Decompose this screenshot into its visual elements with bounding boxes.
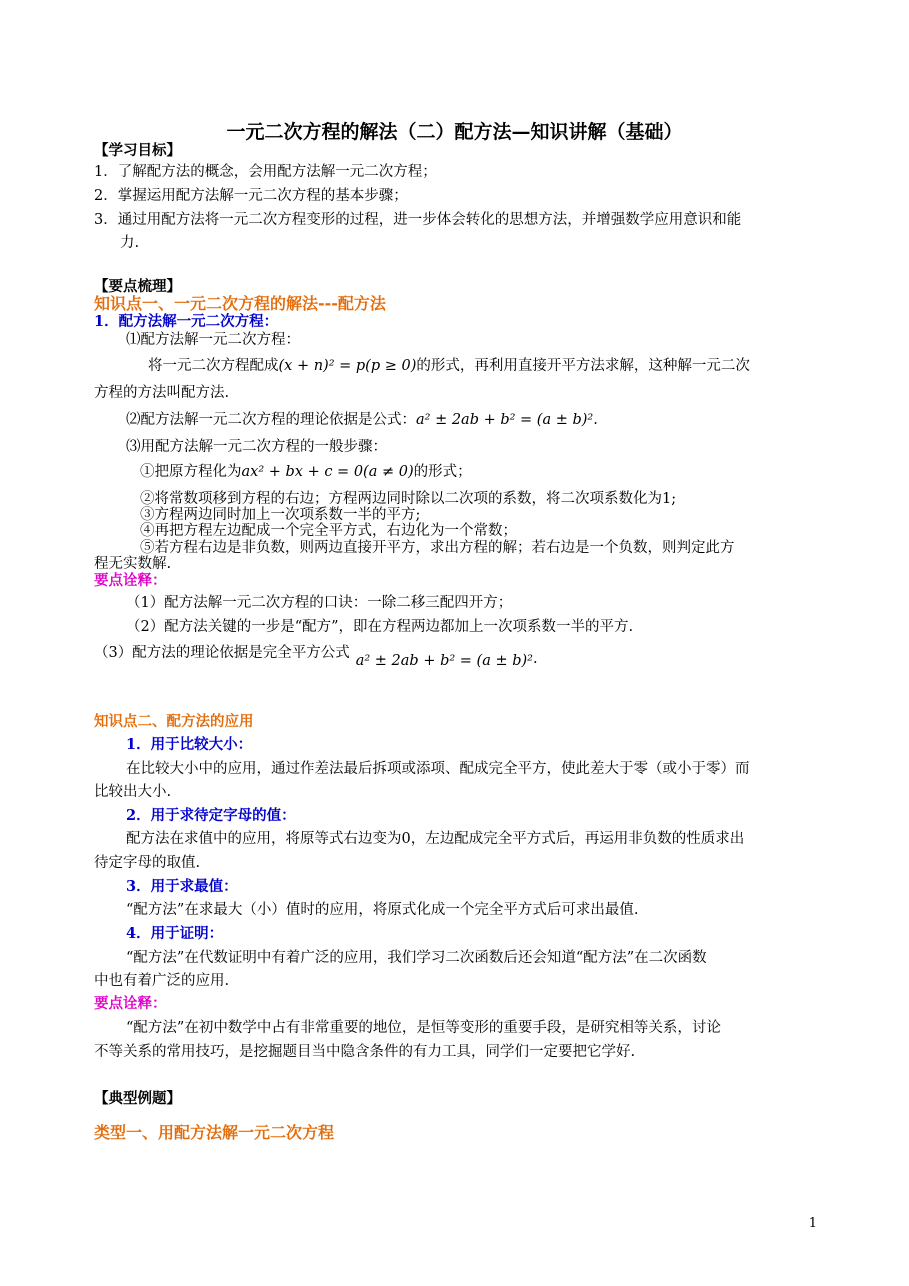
application-4-text-1: “配方法”在代数证明中有着广泛的应用，我们学习二次函数后还会知道“配方法”在二次函数 — [126, 950, 707, 966]
point-3-steps: ⑶用配方法解一元二次方程的一般步骤： — [126, 439, 387, 455]
step-2: ②将常数项移到方程的右边；方程两边同时除以二次项的系数，将二次项系数化为1; — [140, 491, 677, 507]
application-4-text-2: 中也有着广泛的应用. — [94, 973, 230, 989]
subheading-method: 1．配方法解一元二次方程： — [94, 313, 279, 330]
page-title: 一元二次方程的解法（二）配方法—知识讲解（基础） — [226, 121, 683, 143]
step-1-post: 的形式； — [413, 464, 472, 480]
knowledge-point-1-heading: 知识点一、一元二次方程的解法---配方法 — [94, 294, 386, 313]
application-3-text-1: “配方法”在求最大（小）值时的应用，将原式化成一个完全平方式后可求出最值. — [126, 902, 639, 918]
point-1-definition — [148, 356, 750, 376]
goal-3-line-1: 3．通过用配方法将一元二次方程变形的过程，进一步体会转化的思想方法，并增强数学应用意识和能 — [94, 212, 742, 228]
formula-x-plus-n-squared: (x + n)² = p(p ≥ 0) — [278, 358, 417, 374]
section-header-examples: 【典型例题】 — [94, 1090, 181, 1107]
type-1-heading: 类型一、用配方法解一元二次方程 — [94, 1123, 335, 1142]
point-1-definition-line-2: 方程的方法叫配方法. — [94, 385, 230, 401]
point-1-intro: ⑴配方法解一元二次方程： — [126, 332, 300, 348]
section-header-key-points: 【要点梳理】 — [94, 278, 181, 295]
note-1-item-1: （1）配方法解一元二次方程的口诀：一除二移三配四开方； — [126, 595, 513, 611]
goal-3-line-2: 力. — [120, 235, 140, 251]
note-1-item-2: （2）配方法关键的一步是“配方”，即在方程两边都加上一次项系数一半的平方. — [126, 619, 634, 635]
point-2-basis — [126, 410, 598, 430]
page-number: 1 — [808, 1216, 817, 1231]
note-2-text-2: 不等关系的常用技巧，是挖掘题目当中隐含条件的有力工具，同学们一定要把它学好. — [94, 1044, 636, 1060]
application-2-text-2: 待定字母的取值. — [94, 855, 201, 871]
step-1-pre: ①把原方程化为 — [140, 464, 242, 480]
goal-2: 2．掌握运用配方法解一元二次方程的基本步骤； — [94, 188, 408, 204]
application-2-text-1: 配方法在求值中的应用，将原等式右边变为0，左边配成完全平方式后，再运用非负数的性质求出 — [126, 831, 745, 847]
application-4-heading: 4．用于证明： — [126, 925, 224, 942]
note-heading-2: 要点诠释： — [94, 995, 167, 1012]
step-5-line-1: ⑤若方程右边是非负数，则两边直接开平方，求出方程的解；若右边是一个负数，则判定此方 — [140, 540, 735, 556]
note-1-item-3-pre: （3）配方法的理论依据是完全平方公式 — [94, 645, 350, 661]
formula-perfect-square: a² ± 2ab + b² = (a ± b)² — [416, 412, 594, 428]
step-4: ④再把方程左边配成一个完全平方式，右边化为一个常数； — [140, 523, 517, 539]
step-1 — [140, 462, 472, 482]
application-1-heading: 1．用于比较大小： — [126, 736, 253, 753]
knowledge-point-2-heading: 知识点二、配方法的应用 — [94, 714, 254, 730]
goal-1: 1．了解配方法的概念，会用配方法解一元二次方程； — [94, 164, 437, 180]
note-1-item-3 — [94, 643, 538, 669]
formula-general-form: ax² + bx + c = 0(a ≠ 0) — [241, 464, 414, 480]
formula-perfect-square-2: a² ± 2ab + b² = (a ± b)² — [355, 653, 533, 669]
section-header-goals: 【学习目标】 — [94, 142, 181, 159]
application-2-heading: 2．用于求待定字母的值： — [126, 807, 296, 824]
point-1-definition-post: 的形式，再利用直接开平方法求解，这种解一元二次 — [416, 358, 750, 374]
application-3-heading: 3．用于求最值： — [126, 878, 238, 895]
note-1-item-3-post: . — [532, 651, 538, 667]
point-1-definition-pre: 将一元二次方程配成 — [148, 358, 279, 374]
application-1-text-1: 在比较大小中的应用，通过作差法最后拆项或添项、配成完全平方，使此差大于零（或小于零）而 — [126, 761, 750, 777]
point-2-basis-post: . — [593, 412, 598, 428]
step-5-line-2: 程无实数解. — [94, 556, 172, 572]
note-2-text-1: “配方法”在初中数学中占有非常重要的地位，是恒等变形的重要手段，是研究相等关系，讨论 — [126, 1020, 721, 1036]
step-3: ③方程两边同时加上一次项系数一半的平方; — [140, 507, 421, 523]
point-2-basis-pre: ⑵配方法解一元二次方程的理论依据是公式： — [126, 412, 416, 428]
note-heading-1: 要点诠释： — [94, 572, 167, 589]
application-1-text-2: 比较出大小. — [94, 784, 172, 800]
